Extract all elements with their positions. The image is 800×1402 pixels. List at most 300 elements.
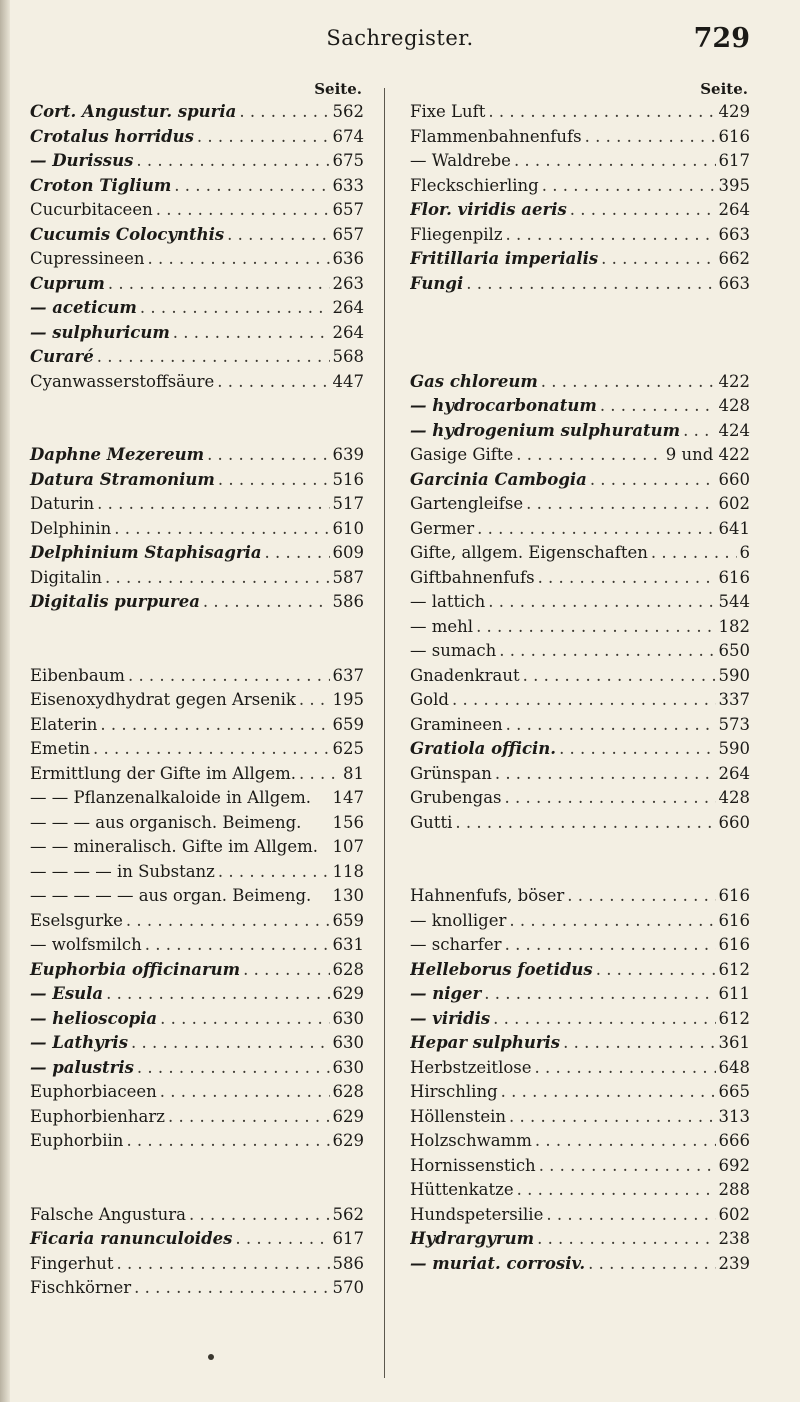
- entry-page-number: 611: [718, 984, 750, 1003]
- entry-term: Garcinia Cambogia: [410, 469, 587, 489]
- page-header: [0, 23, 800, 62]
- entry-page-number: 663: [718, 224, 750, 244]
- index-entry: [410, 272, 750, 297]
- entry-page-number: 675: [332, 151, 364, 170]
- index-entry: [410, 1056, 750, 1081]
- index-entry: [410, 1252, 750, 1277]
- index-entry: [410, 713, 750, 738]
- entry-page-number: 156: [332, 812, 364, 832]
- entry-term: Holzschwamm: [410, 1131, 532, 1150]
- entry-page-number: 587: [332, 567, 364, 587]
- leader-dots: [506, 223, 716, 248]
- entry-term: Gratiola officin.: [410, 739, 557, 758]
- entry-page-number: 517: [332, 494, 364, 513]
- index-entry: [24, 1227, 364, 1252]
- index-entry: [24, 370, 364, 395]
- leader-dots: [455, 811, 715, 836]
- index-column-left: [24, 80, 364, 1301]
- leader-dots: [506, 713, 716, 738]
- entry-term: Falsche Angustura: [30, 1204, 186, 1224]
- index-entry: [24, 223, 364, 248]
- leader-dots: [218, 468, 330, 493]
- index-entry: [410, 762, 750, 787]
- entry-term: Fingerhut: [30, 1253, 114, 1273]
- entry-term: Fliegenpilz: [410, 224, 503, 244]
- entry-page-number: 657: [332, 224, 364, 244]
- entry-term: Gas chloreum: [410, 371, 538, 391]
- index-entry: [24, 174, 364, 199]
- leader-dots: [509, 909, 715, 934]
- entry-term: — sumach: [410, 641, 497, 660]
- index-entry: [24, 933, 364, 958]
- index-spacer: [410, 296, 750, 321]
- entry-page-number: 633: [332, 175, 364, 195]
- entry-page-number: 616: [718, 567, 750, 587]
- entry-term: — Durissus: [30, 151, 134, 170]
- index-entry: [410, 1227, 750, 1252]
- entry-term: Hundspetersilie: [410, 1204, 544, 1224]
- leader-dots: [501, 1080, 716, 1105]
- index-entry: [410, 419, 750, 444]
- leader-dots: [585, 125, 716, 150]
- entry-page-number: 616: [718, 886, 750, 905]
- entry-page-number: 602: [718, 494, 750, 513]
- entry-page-number: 182: [718, 616, 750, 636]
- entry-term: Flor. viridis aeris: [410, 200, 567, 219]
- index-entry: [410, 1080, 750, 1105]
- index-entry: [410, 615, 750, 640]
- book-spine-shadow: [0, 0, 10, 1402]
- leader-dots: [509, 1105, 715, 1130]
- entry-term: — knolliger: [410, 910, 507, 930]
- leader-dots: [651, 541, 737, 566]
- entry-page-number: 616: [718, 910, 750, 930]
- leader-dots: [126, 1129, 329, 1154]
- leader-dots: [93, 737, 330, 762]
- entry-term: Digitalis purpurea: [30, 592, 200, 611]
- leader-dots: [134, 1276, 329, 1301]
- index-entry: [24, 762, 364, 787]
- entry-page-number: 313: [718, 1106, 750, 1126]
- leader-dots: [542, 174, 716, 199]
- entry-page-number: 147: [332, 788, 364, 807]
- index-entry: [24, 909, 364, 934]
- entry-term: — palustris: [30, 1057, 134, 1077]
- leader-dots: [116, 1252, 329, 1277]
- leader-dots: [168, 1105, 330, 1130]
- index-entry: [410, 223, 750, 248]
- leader-dots: [505, 933, 716, 958]
- entry-page-number: 650: [718, 641, 750, 660]
- entry-page-number: 610: [332, 518, 364, 538]
- index-entry: [410, 1031, 750, 1056]
- entry-term: Helleborus foetidus: [410, 959, 593, 979]
- leader-dots: [537, 1227, 715, 1252]
- index-entry: [410, 1203, 750, 1228]
- index-entry: [24, 958, 364, 983]
- entry-term: Eselsgurke: [30, 910, 123, 930]
- entry-term: — Lathyris: [30, 1033, 128, 1052]
- leader-dots: [495, 762, 716, 787]
- entry-page-number: 629: [332, 984, 364, 1003]
- leader-dots: [514, 149, 716, 174]
- entry-term: Flammenbahnenfufs: [410, 126, 582, 146]
- entry-term: Fischkörner: [30, 1278, 132, 1297]
- entry-page-number: 631: [332, 935, 364, 954]
- page-title: Sachregister.: [326, 26, 474, 50]
- entry-term: Hahnenfufs, böser: [410, 886, 565, 905]
- index-spacer: [410, 321, 750, 346]
- leader-dots: [505, 786, 716, 811]
- entry-term: Delphinin: [30, 518, 112, 538]
- entry-term: — muriat. corrosiv.: [410, 1253, 586, 1273]
- page-number: 729: [693, 23, 750, 54]
- entry-term: — viridis: [410, 1008, 491, 1028]
- entry-term: — lattich: [410, 592, 486, 611]
- leader-dots: [476, 615, 715, 640]
- index-entry: [24, 296, 364, 321]
- leader-dots: [108, 272, 330, 297]
- entry-term: Hydrargyrum: [410, 1229, 535, 1248]
- entry-term: Ermittlung der Gifte im Allgem.: [30, 763, 296, 783]
- index-spacer: [24, 1178, 364, 1203]
- index-entry: [410, 884, 750, 909]
- entry-term: — — — aus organisch. Beimeng.: [30, 812, 302, 832]
- entry-page-number: 424: [718, 420, 750, 440]
- leader-dots: [140, 296, 330, 321]
- index-entry: [410, 125, 750, 150]
- entry-term: Hepar sulphuris: [410, 1033, 561, 1052]
- leader-dots: [600, 394, 716, 419]
- index-entry: [24, 1031, 364, 1056]
- leader-dots: [563, 1031, 715, 1056]
- entry-page-number: 692: [718, 1155, 750, 1175]
- leader-dots: [197, 125, 330, 150]
- entry-term: — hydrocarbonatum: [410, 396, 597, 415]
- entry-page-number: 625: [332, 739, 364, 758]
- entry-term: Elaterin: [30, 714, 98, 734]
- index-spacer: [24, 1154, 364, 1179]
- entry-page-number: 288: [718, 1180, 750, 1199]
- leader-dots: [217, 370, 329, 395]
- leader-dots: [189, 1203, 330, 1228]
- leader-dots: [601, 247, 715, 272]
- entry-term: Giftbahnenfufs: [410, 567, 535, 587]
- index-spacer: [410, 345, 750, 370]
- leader-dots: [156, 198, 330, 223]
- leader-dots: [97, 492, 329, 517]
- entry-term: Euphorbia officinarum: [30, 959, 241, 979]
- entry-term: Gasige Gifte: [410, 445, 514, 464]
- entry-term: — helioscopia: [30, 1008, 158, 1028]
- index-entry: [410, 370, 750, 395]
- index-entry: [24, 737, 364, 762]
- index-entry: [410, 664, 750, 689]
- leader-dots: [523, 664, 716, 689]
- index-entry: [410, 958, 750, 983]
- entry-page-number: 636: [332, 249, 364, 268]
- index-entry: [24, 492, 364, 517]
- index-entry: [410, 198, 750, 223]
- index-entry: [24, 1007, 364, 1032]
- leader-dots: [539, 1154, 716, 1179]
- entry-page-number: 544: [718, 592, 750, 611]
- index-spacer: [410, 860, 750, 885]
- entry-page-number: 568: [332, 347, 364, 366]
- entry-page-number: 617: [718, 151, 750, 170]
- leader-dots: [218, 860, 330, 885]
- index-entry: [410, 100, 750, 125]
- entry-page-number: 628: [332, 1082, 364, 1101]
- index-entry: [24, 468, 364, 493]
- leader-dots: [588, 1252, 715, 1277]
- index-entry: [24, 272, 364, 297]
- leader-dots: [517, 1178, 716, 1203]
- index-entry: [24, 688, 364, 713]
- index-entry: [410, 688, 750, 713]
- entry-page-number: 616: [718, 935, 750, 954]
- entry-term: Euphorbienharz: [30, 1106, 165, 1126]
- index-entry: [24, 982, 364, 1007]
- leader-dots: [174, 174, 329, 199]
- index-entry: [24, 321, 364, 346]
- index-entry: [24, 198, 364, 223]
- entry-term: Grubengas: [410, 788, 502, 807]
- entry-term: Crotalus horridus: [30, 126, 194, 146]
- entry-page-number: 562: [332, 1204, 364, 1224]
- leader-dots: [100, 713, 329, 738]
- index-entry: [410, 1129, 750, 1154]
- leader-dots: [160, 1080, 330, 1105]
- leader-dots: [173, 321, 330, 346]
- entry-page-number: 562: [332, 102, 364, 121]
- leader-dots: [596, 958, 716, 983]
- entry-term: Gifte, allgem. Eigenschaften: [410, 543, 648, 562]
- entry-page-number: 628: [332, 959, 364, 979]
- index-entry: [24, 1252, 364, 1277]
- leader-dots: [484, 982, 715, 1007]
- index-entry: [410, 517, 750, 542]
- index-entry: [410, 590, 750, 615]
- leader-dots: [227, 223, 329, 248]
- entry-term: Fleckschierling: [410, 175, 539, 195]
- entry-term: Höllenstein: [410, 1106, 507, 1126]
- index-entry: [24, 100, 364, 125]
- index-entry: [410, 1105, 750, 1130]
- entry-term: Euphorbiaceen: [30, 1082, 157, 1101]
- entry-page-number: 660: [718, 469, 750, 489]
- index-spacer: [410, 835, 750, 860]
- index-entry: [24, 860, 364, 885]
- leader-dots: [683, 419, 715, 444]
- entry-term: Gutti: [410, 812, 453, 832]
- entry-term: — aceticum: [30, 298, 137, 317]
- leader-dots: [105, 566, 330, 591]
- index-entry: [24, 1203, 364, 1228]
- leader-dots: [570, 198, 716, 223]
- index-column-right: [410, 80, 750, 1276]
- entry-term: — scharfer: [410, 935, 502, 954]
- entry-term: Euphorbiin: [30, 1131, 124, 1150]
- leader-dots: [488, 100, 715, 125]
- index-entry: [410, 468, 750, 493]
- entry-page-number: 659: [332, 910, 364, 930]
- entry-term: — mehl: [410, 616, 474, 636]
- entry-term: — — Pflanzenalkaloide in Allgem.: [30, 788, 311, 807]
- entry-term: Herbstzeitlose: [410, 1057, 532, 1077]
- entry-page-number: 573: [718, 714, 750, 734]
- entry-term: — — — — in Substanz: [30, 861, 215, 881]
- entry-page-number: 239: [718, 1253, 750, 1273]
- entry-page-number: 107: [332, 837, 364, 856]
- leader-dots: [541, 370, 716, 395]
- index-entry: [410, 909, 750, 934]
- entry-term: Grünspan: [410, 763, 492, 783]
- index-entry: [24, 517, 364, 542]
- leader-dots: [131, 1031, 330, 1056]
- entry-term: Daphne Mezereum: [30, 445, 205, 464]
- leader-dots: [114, 517, 329, 542]
- leader-dots: [239, 100, 329, 125]
- entry-page-number: 629: [332, 1131, 364, 1150]
- entry-page-number: 617: [332, 1229, 364, 1248]
- entry-term: Cuprum: [30, 273, 105, 293]
- entry-term: Croton Tiglium: [30, 175, 172, 195]
- entry-page-number: 264: [332, 322, 364, 342]
- entry-term: Datura Stramonium: [30, 469, 215, 489]
- index-entry: [24, 713, 364, 738]
- index-entry: [24, 125, 364, 150]
- leader-dots: [559, 737, 715, 762]
- leader-dots: [265, 541, 330, 566]
- leader-dots: [493, 1007, 715, 1032]
- seite-label-right: Seite.: [700, 80, 748, 98]
- index-entry: [24, 1056, 364, 1081]
- entry-page-number: 639: [332, 445, 364, 464]
- entry-page-number: 81: [343, 763, 364, 783]
- index-entry: [24, 811, 364, 836]
- index-entry: [410, 737, 750, 762]
- entry-term: Cucurbitaceen: [30, 200, 153, 219]
- entry-term: Hüttenkatze: [410, 1180, 514, 1199]
- leader-dots: [590, 468, 716, 493]
- entry-page-number: 660: [718, 812, 750, 832]
- leader-dots: [452, 688, 716, 713]
- entry-page-number: 586: [332, 592, 364, 611]
- index-entry: [410, 443, 750, 468]
- leader-dots: [126, 909, 330, 934]
- leader-dots: [243, 958, 329, 983]
- entry-term: Delphinium Staphisagria: [30, 543, 262, 562]
- index-entry: [24, 541, 364, 566]
- entry-page-number: 641: [718, 518, 750, 538]
- entry-term: Germer: [410, 518, 475, 538]
- leader-dots: [535, 1129, 716, 1154]
- index-entry: [24, 247, 364, 272]
- entry-page-number: 118: [332, 861, 364, 881]
- entry-term: — sulphuricum: [30, 322, 170, 342]
- index-entry: [24, 149, 364, 174]
- entry-term: Gramineen: [410, 714, 503, 734]
- entry-page-number: 195: [332, 690, 364, 709]
- entry-term: Fungi: [410, 273, 464, 293]
- leader-dots: [147, 247, 329, 272]
- index-entry: [410, 149, 750, 174]
- index-entry: [410, 541, 750, 566]
- entry-page-number: 422: [718, 371, 750, 391]
- entry-page-number: 428: [718, 396, 750, 415]
- index-entry: [410, 566, 750, 591]
- entry-page-number: 9 und 422: [665, 445, 750, 464]
- entry-page-number: 657: [332, 200, 364, 219]
- entry-term: Digitalin: [30, 567, 102, 587]
- entry-page-number: 6: [739, 543, 750, 562]
- leader-dots: [97, 345, 330, 370]
- leader-dots: [535, 1056, 716, 1081]
- index-entry: [410, 1007, 750, 1032]
- index-entry: [24, 566, 364, 591]
- index-entry: [410, 174, 750, 199]
- index-entry: [410, 247, 750, 272]
- entry-page-number: 666: [718, 1131, 750, 1150]
- entry-page-number: 361: [718, 1033, 750, 1052]
- index-entry: [24, 884, 364, 909]
- entry-page-number: 264: [332, 298, 364, 317]
- leader-dots: [299, 688, 330, 713]
- entry-page-number: 264: [718, 200, 750, 219]
- entry-page-number: 590: [718, 739, 750, 758]
- entry-term: Cupressineen: [30, 249, 145, 268]
- index-spacer: [24, 615, 364, 640]
- index-entry: [24, 590, 364, 615]
- index-spacer: [24, 394, 364, 419]
- entry-term: Emetin: [30, 739, 90, 758]
- index-entry: [24, 1105, 364, 1130]
- leader-dots: [538, 566, 716, 591]
- index-entry: [24, 1080, 364, 1105]
- entry-page-number: 630: [332, 1057, 364, 1077]
- entry-page-number: 659: [332, 714, 364, 734]
- leader-dots: [203, 590, 330, 615]
- entry-page-number: 612: [718, 959, 750, 979]
- entry-page-number: 590: [718, 665, 750, 685]
- index-entry: [24, 835, 364, 860]
- entry-term: Curaré: [30, 347, 94, 366]
- index-spacer: [24, 419, 364, 444]
- leader-dots: [516, 443, 662, 468]
- seite-label-left: Seite.: [314, 80, 362, 98]
- leader-dots: [567, 884, 715, 909]
- index-entry: [410, 1178, 750, 1203]
- entry-page-number: 629: [332, 1106, 364, 1126]
- entry-page-number: 337: [718, 690, 750, 709]
- entry-page-number: 264: [718, 763, 750, 783]
- entry-term: — Waldrebe: [410, 151, 511, 170]
- leader-dots: [299, 762, 340, 787]
- entry-term: Cucumis Colocynthis: [30, 224, 225, 244]
- entry-page-number: 637: [332, 665, 364, 685]
- leader-dots: [136, 149, 329, 174]
- index-spacer: [24, 639, 364, 664]
- entry-page-number: 516: [332, 469, 364, 489]
- index-entry: [410, 933, 750, 958]
- index-entry: [24, 443, 364, 468]
- entry-page-number: 429: [718, 102, 750, 121]
- entry-page-number: 674: [332, 126, 364, 146]
- entry-page-number: 662: [718, 249, 750, 268]
- entry-page-number: 428: [718, 788, 750, 807]
- entry-page-number: 586: [332, 1253, 364, 1273]
